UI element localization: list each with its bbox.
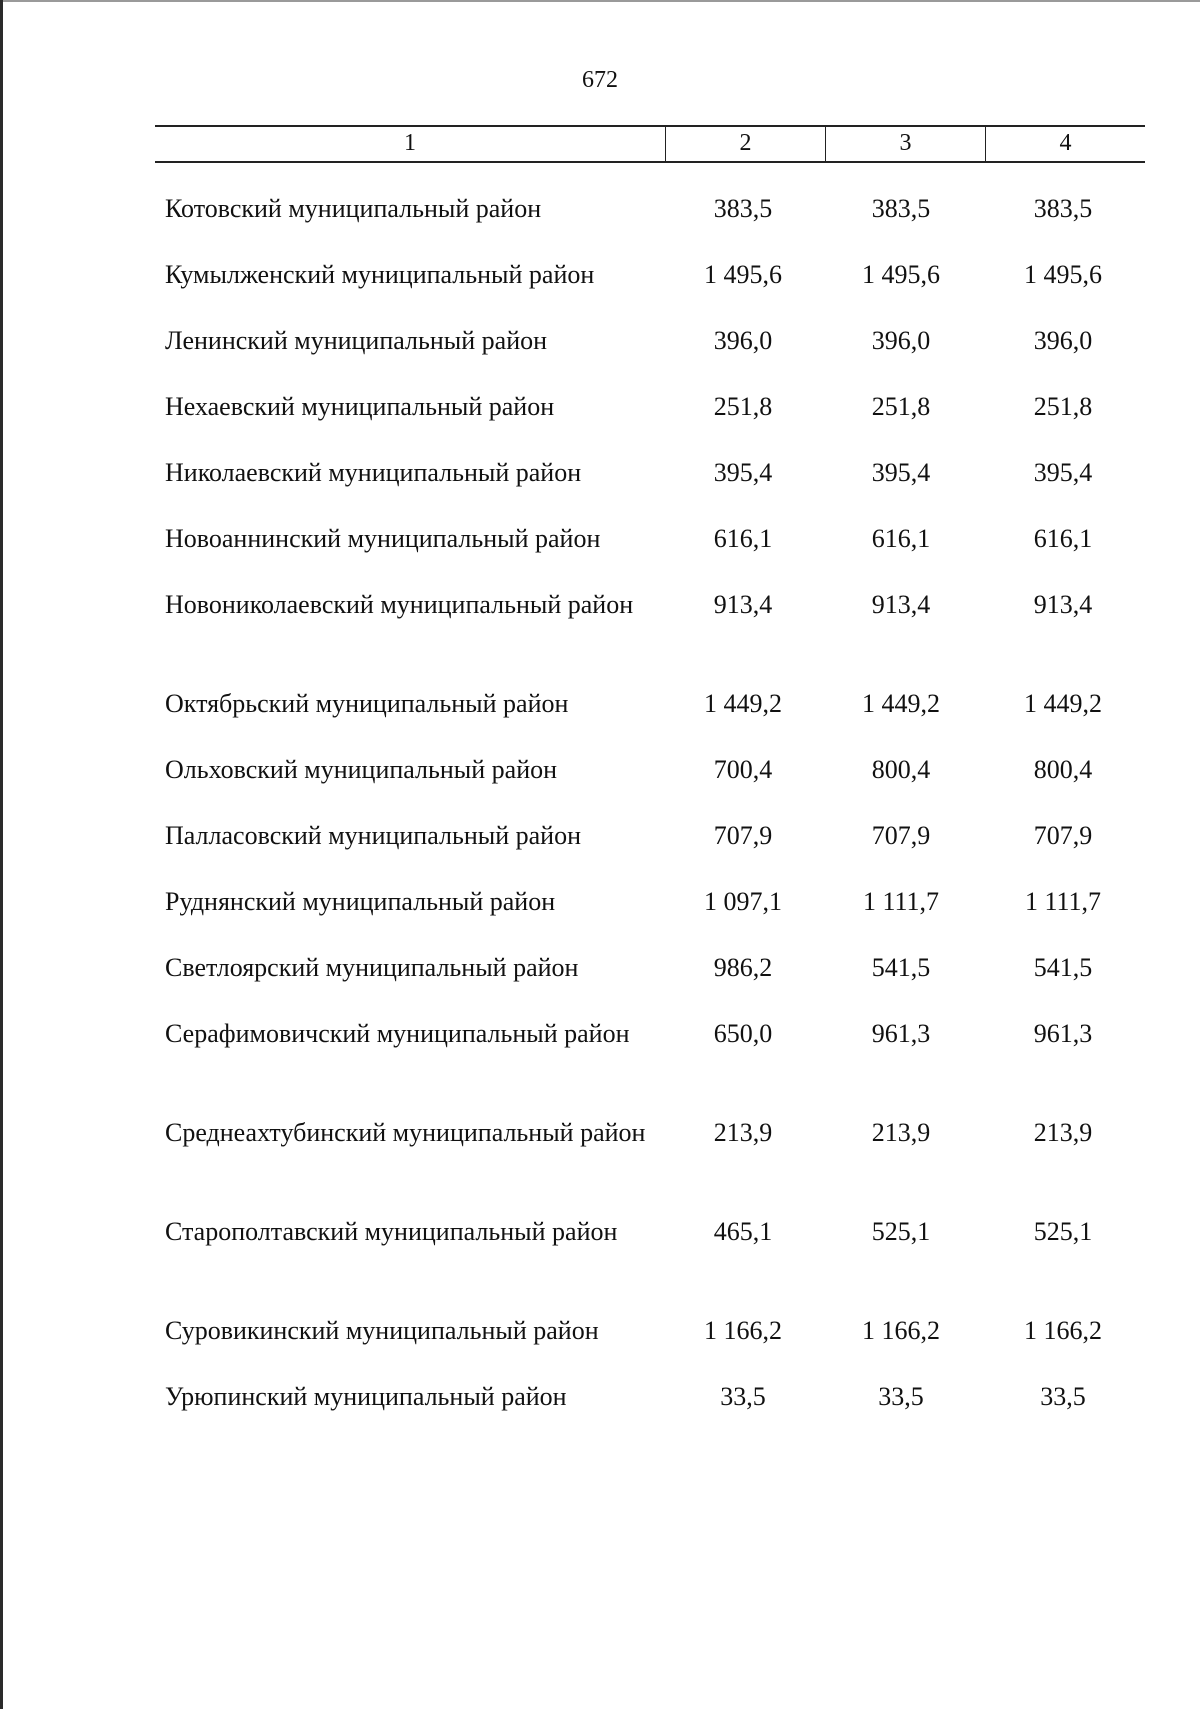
value-col-3: 707,9 bbox=[871, 821, 931, 850]
value-col-3: 33,5 bbox=[878, 1382, 924, 1411]
table-row bbox=[165, 192, 1145, 225]
value-col-2: 700,4 bbox=[713, 755, 773, 784]
value-col-4: 541,5 bbox=[1033, 953, 1093, 982]
value-col-4: 1 495,6 bbox=[1024, 260, 1102, 289]
district-name: Руднянский муниципальный район bbox=[165, 887, 556, 916]
value-col-2: 465,1 bbox=[713, 1217, 773, 1246]
district-name: Николаевский муниципальный район bbox=[165, 458, 582, 487]
value-col-3: 541,5 bbox=[871, 953, 931, 982]
table-row bbox=[165, 951, 1145, 984]
table-row bbox=[165, 1017, 1145, 1050]
district-name: Нехаевский муниципальный район bbox=[165, 392, 555, 421]
value-col-3: 913,4 bbox=[871, 590, 931, 619]
value-col-3: 525,1 bbox=[871, 1217, 931, 1246]
value-col-3: 396,0 bbox=[871, 326, 931, 355]
table-row bbox=[165, 1215, 1145, 1248]
district-name: Новониколаевский муниципальный район bbox=[165, 590, 634, 619]
value-col-4: 800,4 bbox=[1033, 755, 1093, 784]
table-row bbox=[165, 456, 1145, 489]
table-row bbox=[165, 1380, 1145, 1413]
table-row bbox=[165, 819, 1145, 852]
table-row bbox=[165, 324, 1145, 357]
value-col-2: 213,9 bbox=[713, 1118, 773, 1147]
column-header-2: 2 bbox=[666, 127, 826, 161]
district-name: Кумылженский муниципальный район bbox=[165, 260, 595, 289]
value-col-4: 707,9 bbox=[1033, 821, 1093, 850]
value-col-3: 800,4 bbox=[871, 755, 931, 784]
value-col-3: 395,4 bbox=[871, 458, 931, 487]
value-col-4: 1 449,2 bbox=[1024, 689, 1102, 718]
value-col-3: 383,5 bbox=[871, 194, 931, 223]
scan-left-edge bbox=[0, 0, 3, 1709]
value-col-2: 1 449,2 bbox=[704, 689, 782, 718]
value-col-4: 251,8 bbox=[1033, 392, 1093, 421]
value-col-2: 1 097,1 bbox=[704, 887, 782, 916]
table-header bbox=[155, 125, 1145, 163]
district-name: Серафимовичский муниципальный район bbox=[165, 1019, 630, 1048]
value-col-4: 525,1 bbox=[1033, 1217, 1093, 1246]
value-col-4: 213,9 bbox=[1033, 1118, 1093, 1147]
value-col-2: 396,0 bbox=[713, 326, 773, 355]
value-col-3: 961,3 bbox=[871, 1019, 931, 1048]
value-col-4: 33,5 bbox=[1040, 1382, 1086, 1411]
value-col-2: 383,5 bbox=[713, 194, 773, 223]
district-name: Среднеахтубинский муниципальный район bbox=[165, 1118, 646, 1147]
value-col-4: 395,4 bbox=[1033, 458, 1093, 487]
value-col-3: 1 111,7 bbox=[862, 887, 940, 916]
value-col-4: 961,3 bbox=[1033, 1019, 1093, 1048]
district-name: Палласовский муниципальный район bbox=[165, 821, 581, 850]
district-name: Ольховский муниципальный район bbox=[165, 755, 558, 784]
value-col-3: 616,1 bbox=[871, 524, 931, 553]
value-col-4: 1 166,2 bbox=[1024, 1316, 1102, 1345]
value-col-3: 213,9 bbox=[871, 1118, 931, 1147]
table-row bbox=[165, 885, 1145, 918]
value-col-2: 1 495,6 bbox=[704, 260, 782, 289]
scan-top-edge bbox=[0, 0, 1200, 2]
column-header-4: 4 bbox=[1059, 130, 1072, 156]
value-col-3: 251,8 bbox=[871, 392, 931, 421]
value-col-4: 396,0 bbox=[1033, 326, 1093, 355]
value-col-3: 1 449,2 bbox=[862, 689, 940, 718]
table-row bbox=[165, 753, 1145, 786]
value-col-3: 1 166,2 bbox=[862, 1316, 940, 1345]
value-col-3: 1 495,6 bbox=[862, 260, 940, 289]
value-col-4: 383,5 bbox=[1033, 194, 1093, 223]
table-row bbox=[165, 258, 1145, 291]
district-name: Новоаннинский муниципальный район bbox=[165, 524, 601, 553]
table-row bbox=[165, 588, 1145, 621]
value-col-2: 986,2 bbox=[713, 953, 773, 982]
value-col-2: 1 166,2 bbox=[704, 1316, 782, 1345]
column-header-1: 1 bbox=[155, 127, 666, 161]
district-name: Старополтавский муниципальный район bbox=[165, 1217, 618, 1246]
value-col-2: 616,1 bbox=[713, 524, 773, 553]
value-col-2: 913,4 bbox=[713, 590, 773, 619]
value-col-2: 395,4 bbox=[713, 458, 773, 487]
table-row bbox=[165, 522, 1145, 555]
table-row bbox=[165, 390, 1145, 423]
value-col-2: 251,8 bbox=[713, 392, 773, 421]
value-col-4: 616,1 bbox=[1033, 524, 1093, 553]
value-col-4: 1 111,7 bbox=[1024, 887, 1102, 916]
district-name: Ленинский муниципальный район bbox=[165, 326, 548, 355]
district-name: Котовский муниципальный район bbox=[165, 194, 542, 223]
page-number: 672 bbox=[582, 67, 618, 93]
value-col-2: 650,0 bbox=[713, 1019, 773, 1048]
district-name: Светлоярский муниципальный район bbox=[165, 953, 579, 982]
value-col-2: 707,9 bbox=[713, 821, 773, 850]
district-name: Урюпинский муниципальный район bbox=[165, 1382, 567, 1411]
table-row bbox=[165, 1314, 1145, 1347]
district-name: Суровикинский муниципальный район bbox=[165, 1316, 599, 1345]
table-row bbox=[165, 687, 1145, 720]
column-header-3: 3 bbox=[826, 127, 986, 161]
table-row bbox=[165, 1116, 1145, 1149]
value-col-2: 33,5 bbox=[720, 1382, 766, 1411]
district-name: Октябрьский муниципальный район bbox=[165, 689, 569, 718]
value-col-4: 913,4 bbox=[1033, 590, 1093, 619]
